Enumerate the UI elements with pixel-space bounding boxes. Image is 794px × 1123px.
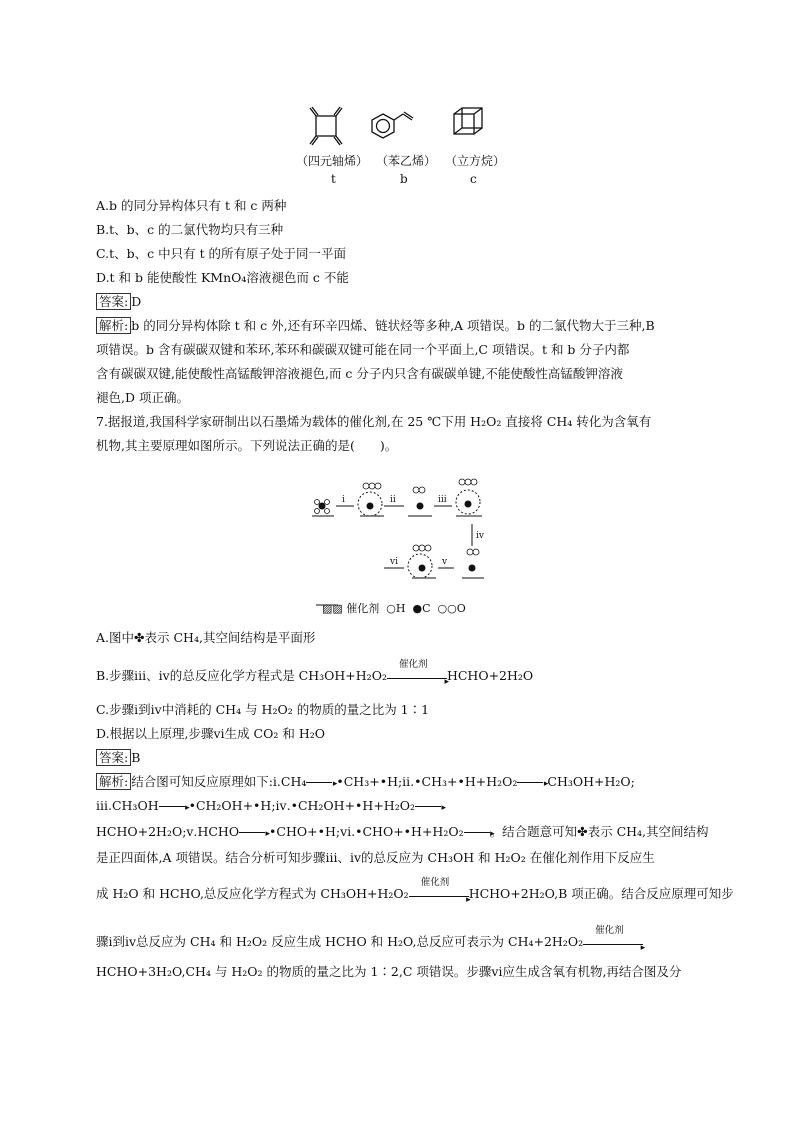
q7-option-c: C.步骤ⅰ到ⅳ中消耗的 CH₄ 与 H₂O₂ 的物质的量之比为 1∶1 (96, 702, 430, 717)
q7-analysis-3: HCHO+2H₂O;ⅴ.HCHO▸ •CHO+•H;ⅵ.•CHO+•H+H₂O₂▸ 。结合题意可知✤表示 CH₄,其空间结构 (96, 824, 709, 840)
q7-analysis-6: 骤ⅰ到ⅳ总反应为 CH₄ 和 H₂O₂ 反应生成 HCHO 和 H₂O,总反应可表示为 CH₄+2H₂O₂ 催化剂 ▸ (96, 924, 646, 953)
q7-option-b: B.步骤ⅲ、ⅳ的总反应化学方程式是 CH₃OH+H₂O₂ 催化剂 ▸ HCHO+2H₂O (96, 658, 534, 687)
q7-analysis-2: ⅲ.CH₃OH▸ •CH₂OH+•H;ⅳ.•CH₂OH+•H+H₂O₂▸ (96, 798, 441, 814)
cubane-structure (454, 108, 482, 134)
step-iv: iv (476, 531, 484, 541)
q7-stem-2: 机物,其主要原理如图所示。下列说法正确的是( )。 (96, 438, 398, 453)
reaction-arrow: 催化剂 ▸ (409, 887, 469, 903)
q6-answer (96, 294, 141, 310)
ch4-icon: ✤ (134, 630, 145, 645)
q7-option-a: A.图中✤表示 CH₄,其空间结构是平面形 (96, 630, 316, 645)
tetraethylidene-cyclobutane-structure (310, 107, 342, 145)
q7-analysis-7: HCHO+3H₂O,CH₄ 与 H₂O₂ 的物质的量之比为 1∶2,C 项错误。步骤ⅵ应生成含氧有机物,再结合图及分 (96, 964, 682, 979)
step-iii: iii (438, 495, 447, 505)
q6-analysis-2: 项错误。b 含有碳碳双键和苯环,苯环和碳碳双键可能在同一个平面上,C 项错误。t 和 b 分子内都 (96, 342, 630, 357)
analysis-label: 解析: (96, 317, 131, 334)
analysis-text: b 的同分异构体除 t 和 c 外,还有环辛四烯、链状烃等多种,A 项错误。b 的二氯代物大于三种,B (131, 318, 655, 333)
answer-label: 答案: (96, 293, 131, 310)
q6-analysis-3: 含有碳碳双键,能使酸性高锰酸钾溶液褪色,而 c 分子内只含有碳碳单键,不能使酸性高锰酸钾溶液 (96, 366, 623, 381)
step-v: v (442, 557, 448, 567)
legend-h: H (395, 602, 406, 615)
letter-t: t (331, 172, 336, 186)
step-ii: ii (390, 495, 396, 505)
legend-c: C (422, 602, 431, 615)
reaction-arrow: 催化剂 ▸ (387, 669, 447, 685)
letter-c: c (470, 172, 477, 186)
step-i: i (342, 495, 345, 505)
caption-t: （四元轴烯） (296, 154, 369, 168)
ch4-icon: ✤ (577, 824, 588, 839)
letter-b: b (400, 172, 408, 186)
q6-option-c: C.t、b、c 中只有 t 的所有原子处于同一平面 (96, 246, 347, 261)
q6-analysis-1 (96, 318, 655, 334)
step-vi: vi (390, 557, 398, 567)
q7-option-d: D.根据以上原理,步骤ⅵ生成 CO₂ 和 H₂O (96, 726, 325, 741)
styrene-structure (372, 112, 413, 138)
legend-o: O (456, 602, 466, 615)
q7-stem-1: 7.据报道,我国科学家研制出以石墨烯为载体的催化剂,在 25 ℃下用 H₂O₂ 直接将 CH₄ 转化为含氧有 (96, 414, 652, 429)
q6-analysis-4: 褪色,D 项正确。 (96, 390, 189, 405)
q6-option-b: B.t、b、c 的二氯代物均只有三种 (96, 222, 284, 237)
catalysis-legend: ▨▨ 催化剂 ○H ●C ○○O (322, 602, 466, 615)
q6-option-a: A.b 的同分异构体只有 t 和 c 两种 (96, 198, 287, 213)
answer-label: 答案: (96, 749, 131, 766)
analysis-label: 解析: (96, 773, 131, 790)
answer-value: D (131, 294, 142, 309)
caption-c: （立方烷） (445, 154, 506, 168)
q7-analysis-1: 解析: 结合图可知反应原理如下:ⅰ.CH₄▸ •CH₃+•H;ⅱ.•CH₃+•H+H₂O₂▸ CH₃OH+H₂O; (96, 774, 635, 790)
q7-analysis-5: 成 H₂O 和 HCHO,总反应化学方程式为 CH₃OH+H₂O₂ 催化剂 ▸ HCHO+2H₂O,B 项正确。结合反应原理可知步 (96, 876, 734, 905)
catalysis-mechanism-figure (312, 460, 492, 615)
answer-value: B (131, 750, 141, 765)
legend-catalyst: 催化剂 (346, 602, 380, 615)
caption-b: （苯乙烯） (376, 154, 437, 168)
reaction-arrow: 催化剂 ▸ (583, 935, 643, 951)
q7-analysis-4: 是正四面体,A 项错误。结合分析可知步骤ⅲ、ⅳ的总反应为 CH₃OH 和 H₂O₂ 在催化剂作用下反应生 (96, 850, 655, 865)
q7-answer (96, 750, 140, 766)
q6-option-d: D.t 和 b 能使酸性 KMnO₄溶液褪色而 c 不能 (96, 270, 349, 285)
